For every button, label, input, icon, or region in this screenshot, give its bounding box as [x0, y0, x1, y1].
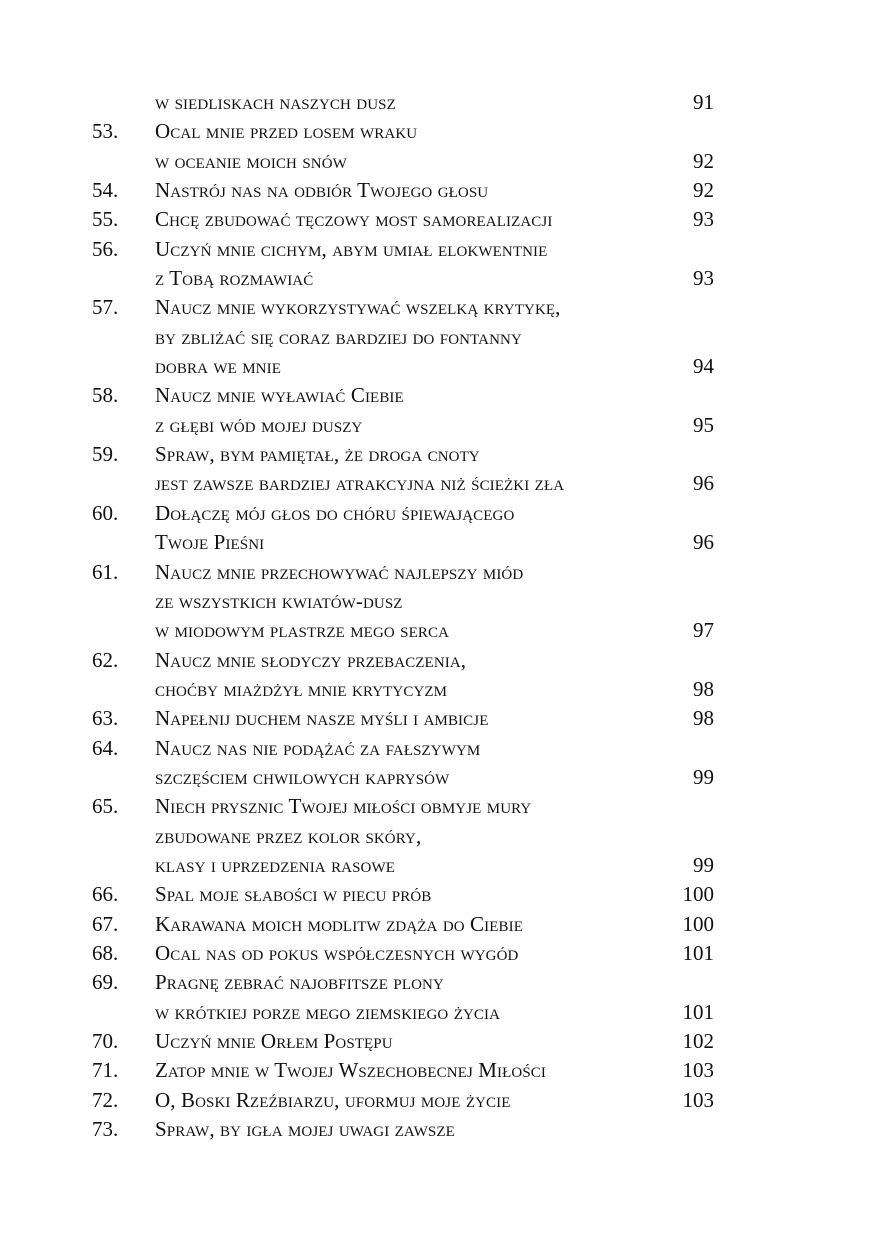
entry-page-number: 101	[682, 999, 714, 1024]
entry-title: Chcę zbudować tęczowy most samorealizacji	[155, 207, 553, 232]
toc-line	[92, 822, 732, 851]
toc-line	[92, 734, 732, 763]
toc-line	[92, 528, 732, 557]
entry-number: 59.	[92, 442, 119, 467]
entry-title: dobra we mnie	[155, 354, 281, 379]
entry-title: Dołączę mój głos do chóru śpiewającego	[155, 500, 515, 525]
entry-title: szczęściem chwilowych kaprysów	[155, 764, 450, 789]
entry-number: 65.	[92, 794, 119, 819]
entry-number: 69.	[92, 970, 119, 995]
entry-number: 70.	[92, 1029, 119, 1053]
toc-line	[92, 616, 732, 645]
entry-page-number: 103	[682, 1087, 714, 1112]
entry-number: 57.	[92, 295, 119, 320]
entry-title: Pragnę zebrać najobfitsze plony	[155, 970, 444, 995]
toc-line	[92, 499, 732, 528]
entry-page-number: 96	[693, 471, 714, 496]
toc-line	[92, 117, 732, 146]
toc-line	[92, 675, 732, 704]
toc-line	[92, 440, 732, 469]
entry-title: Zatop mnie w Twojej Wszechobecnej Miłości	[155, 1058, 546, 1083]
entry-title: Naucz nas nie podążać za fałszywym	[155, 735, 481, 760]
entry-number: 54.	[92, 178, 119, 203]
toc-line	[92, 968, 732, 997]
entry-number: 61.	[92, 559, 119, 584]
entry-title: jest zawsze bardziej atrakcyjna niż ścieżki zła	[155, 471, 565, 496]
entry-number: 66.	[92, 882, 119, 907]
entry-page-number: 91	[693, 90, 714, 114]
entry-title: z Tobą rozmawiać	[155, 266, 314, 291]
entry-title: ze wszystkich kwiatów-dusz	[155, 588, 403, 613]
entry-page-number: 98	[693, 706, 714, 731]
entry-title: w krótkiej porze mego ziemskiego życia	[155, 999, 501, 1024]
toc-line	[92, 587, 732, 616]
entry-title: choćby miażdżył mnie krytycyzm	[155, 676, 448, 701]
table-of-contents	[92, 88, 732, 1144]
toc-line	[92, 352, 732, 381]
entry-page-number: 103	[682, 1058, 714, 1083]
entry-number: 56.	[92, 236, 119, 261]
entry-title: by zbliżać się coraz bardziej do fontanny	[155, 324, 522, 349]
entry-title: Nastrój nas na odbiór Twojego głosu	[155, 178, 489, 203]
toc-line	[92, 880, 732, 909]
entry-page-number: 102	[682, 1029, 714, 1053]
toc-line	[92, 1115, 732, 1144]
entry-title: Niech prysznic Twojej miłości obmyje mury	[155, 794, 532, 819]
entry-page-number: 93	[693, 266, 714, 291]
toc-line	[92, 235, 732, 264]
entry-title: klasy i uprzedzenia rasowe	[155, 852, 396, 877]
toc-line	[92, 910, 732, 939]
entry-page-number: 92	[693, 178, 714, 203]
entry-number: 53.	[92, 119, 119, 144]
entry-number: 55.	[92, 207, 119, 232]
entry-page-number: 92	[693, 148, 714, 173]
toc-line	[92, 704, 732, 733]
entry-title: O, Boski Rzeźbiarzu, uformuj moje życie	[155, 1087, 511, 1112]
entry-page-number: 98	[693, 676, 714, 701]
entry-title: Napełnij duchem nasze myśli i ambicje	[155, 706, 489, 731]
entry-title: Twoje Pieśni	[155, 530, 265, 555]
entry-number: 63.	[92, 706, 119, 731]
toc-line	[92, 264, 732, 293]
entry-page-number: 99	[693, 852, 714, 877]
toc-line	[92, 469, 732, 498]
toc-line	[92, 792, 732, 821]
toc-line	[92, 646, 732, 675]
entry-number: 64.	[92, 735, 119, 760]
toc-line	[92, 1086, 732, 1115]
entry-title: Uczyń mnie cichym, abym umiał elokwentnie	[155, 236, 548, 261]
entry-title: Spal moje słabości w piecu prób	[155, 882, 432, 907]
entry-title: w siedliskach naszych dusz	[155, 90, 396, 114]
entry-title: Uczyń mnie Orłem Postępu	[155, 1029, 393, 1053]
entry-title: zbudowane przez kolor skóry,	[155, 823, 422, 848]
entry-number: 58.	[92, 383, 119, 408]
toc-line	[92, 558, 732, 587]
toc-line	[92, 293, 732, 322]
entry-title: Spraw, by igła mojej uwagi zawsze	[155, 1117, 455, 1142]
toc-line	[92, 323, 732, 352]
entry-page-number: 93	[693, 207, 714, 232]
entry-number: 71.	[92, 1058, 119, 1083]
entry-title: Naucz mnie wyławiać Ciebie	[155, 383, 404, 408]
entry-title: Ocal mnie przed losem wraku	[155, 119, 418, 144]
entry-title: w miodowym plastrze mego serca	[155, 618, 449, 643]
entry-page-number: 96	[693, 530, 714, 555]
toc-line	[92, 1056, 732, 1085]
toc-line	[92, 763, 732, 792]
entry-number: 67.	[92, 911, 119, 936]
entry-title: z głębi wód mojej duszy	[155, 412, 363, 437]
entry-page-number: 100	[682, 882, 714, 907]
entry-number: 73.	[92, 1117, 119, 1142]
entry-title: w oceanie moich snów	[155, 148, 347, 173]
entry-page-number: 101	[682, 940, 714, 965]
toc-line	[92, 1027, 732, 1056]
toc-line	[92, 381, 732, 410]
entry-page-number: 99	[693, 764, 714, 789]
entry-number: 68.	[92, 940, 119, 965]
entry-number: 72.	[92, 1087, 119, 1112]
toc-line	[92, 998, 732, 1027]
toc-line	[92, 939, 732, 968]
toc-line	[92, 147, 732, 176]
entry-title: Karawana moich modlitw zdąża do Ciebie	[155, 911, 523, 936]
entry-title: Naucz mnie przechowywać najlepszy miód	[155, 559, 524, 584]
toc-line	[92, 205, 732, 234]
entry-page-number: 100	[682, 911, 714, 936]
entry-number: 62.	[92, 647, 119, 672]
entry-page-number: 94	[693, 354, 714, 379]
entry-number: 60.	[92, 500, 119, 525]
entry-title: Naucz mnie słodyczy przebaczenia,	[155, 647, 467, 672]
entry-title: Ocal nas od pokus współczesnych wygód	[155, 940, 519, 965]
entry-page-number: 97	[693, 618, 714, 643]
entry-title: Spraw, bym pamiętał, że droga cnoty	[155, 442, 480, 467]
toc-line	[92, 851, 732, 880]
entry-title: Naucz mnie wykorzystywać wszelką krytykę,	[155, 295, 561, 320]
toc-line	[92, 176, 732, 205]
toc-line	[92, 88, 732, 117]
toc-line	[92, 411, 732, 440]
entry-page-number: 95	[693, 412, 714, 437]
